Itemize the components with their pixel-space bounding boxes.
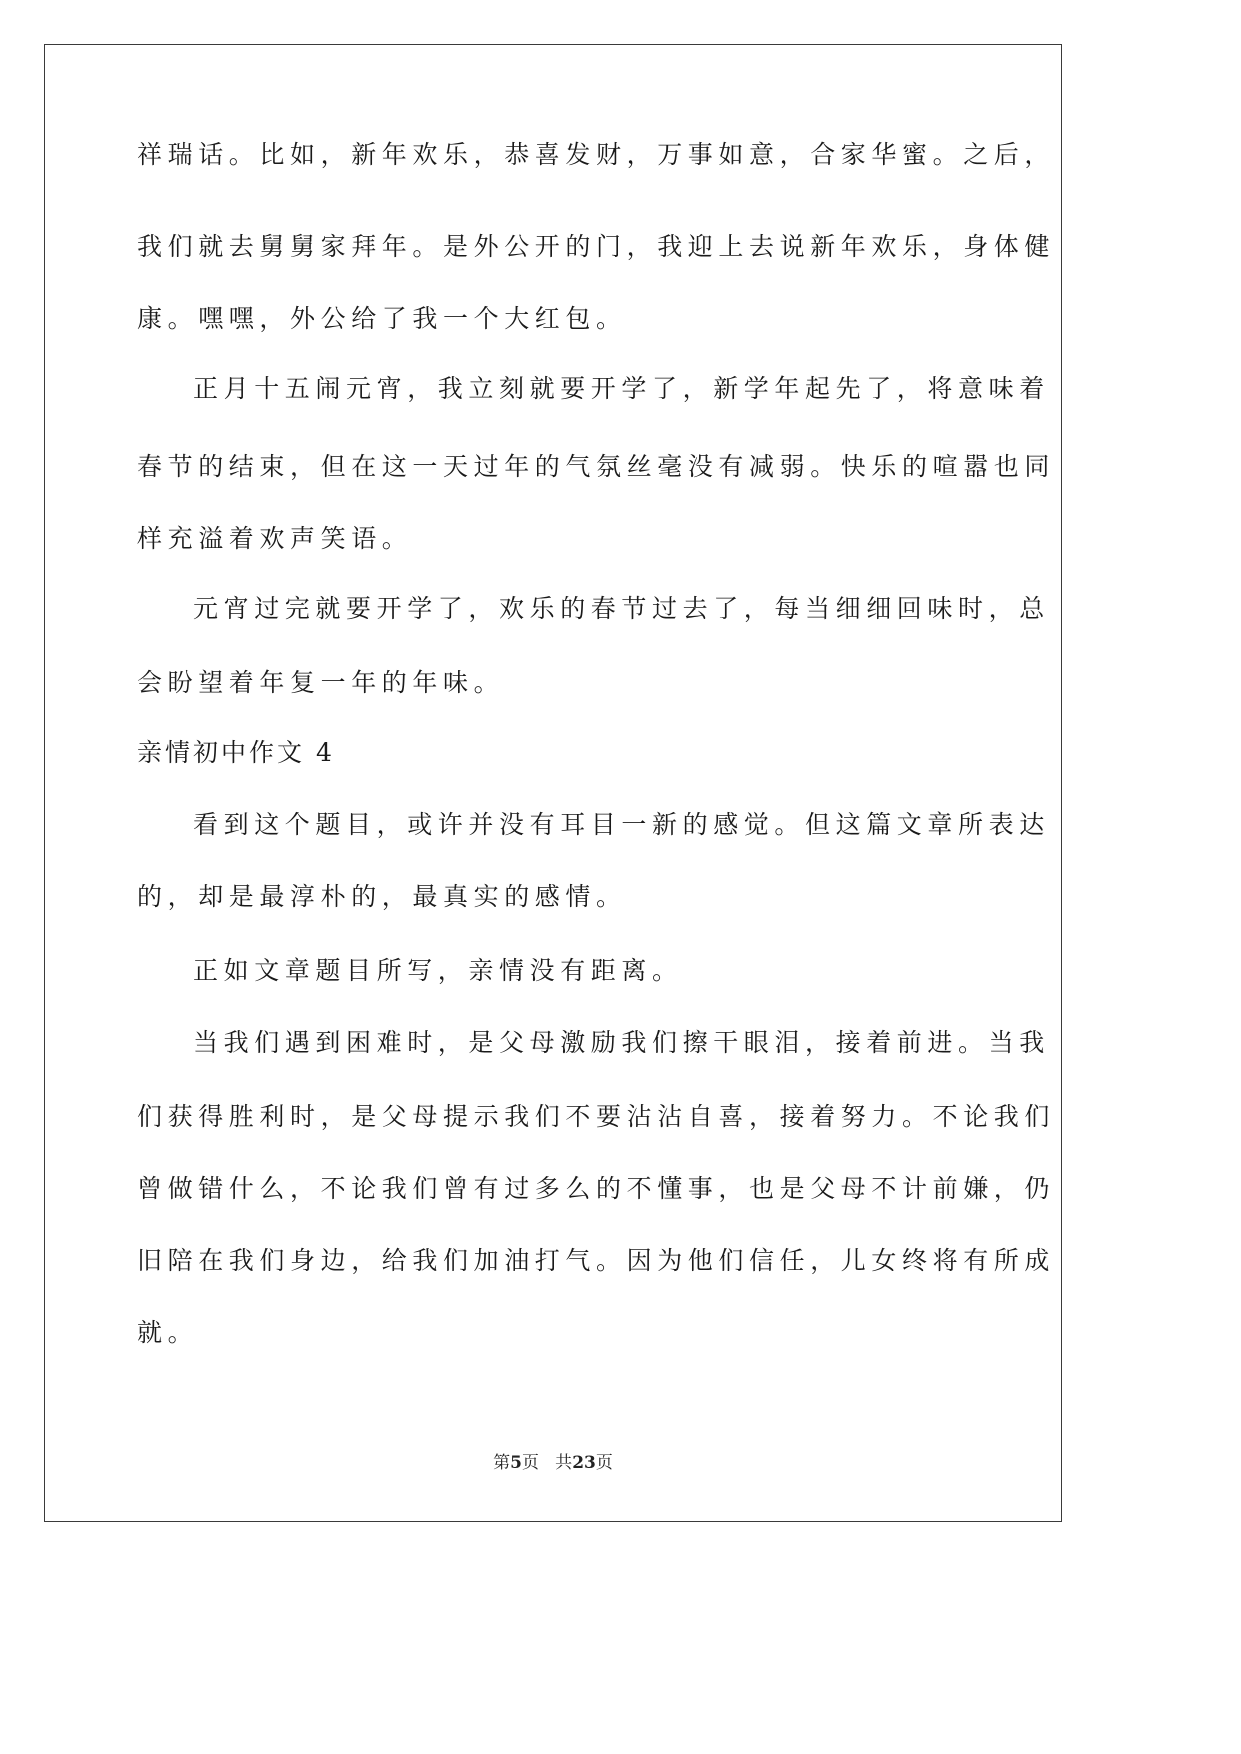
page-border	[44, 44, 1062, 1522]
paragraph-5-line-1: 正如文章题目所写，亲情没有距离。	[193, 956, 683, 985]
section-heading: 亲情初中作文 4	[137, 738, 335, 767]
paragraph-6-line-1: 当我们遇到困难时，是父母激励我们擦干眼泪，接着前进。当我	[193, 1028, 1050, 1057]
paragraph-6-line-5: 就。	[137, 1318, 199, 1347]
paragraph-6-line-2: 们获得胜利时，是父母提示我们不要沾沾自喜，接着努力。不论我们	[137, 1102, 1056, 1131]
paragraph-4-line-1: 看到这个题目，或许并没有耳目一新的感觉。但这篇文章所表达	[193, 810, 1050, 839]
footer-prefix: 第	[493, 1453, 511, 1473]
paragraph-6-line-3: 曾做错什么，不论我们曾有过多么的不懂事，也是父母不计前嫌，仍	[137, 1174, 1056, 1203]
paragraph-1-line-2: 我们就去舅舅家拜年。是外公开的门，我迎上去说新年欢乐，身体健	[137, 232, 1056, 261]
paragraph-3-line-2: 会盼望着年复一年的年味。	[137, 668, 505, 697]
paragraph-2-line-1: 正月十五闹元宵，我立刻就要开学了，新学年起先了，将意味着	[193, 374, 1050, 403]
footer-total-pages: 23	[572, 1453, 596, 1473]
paragraph-6-line-4: 旧陪在我们身边，给我们加油打气。因为他们信任，儿女终将有所成	[137, 1246, 1056, 1275]
paragraph-2-line-2: 春节的结束，但在这一天过年的气氛丝毫没有减弱。快乐的喧嚣也同	[137, 452, 1056, 481]
footer-mid: 页 共	[521, 1453, 573, 1473]
paragraph-4-line-2: 的，却是最淳朴的，最真实的感情。	[137, 882, 627, 911]
paragraph-1-line-3: 康。嘿嘿，外公给了我一个大红包。	[137, 304, 627, 333]
page-footer	[0, 1452, 1106, 1474]
paragraph-1-line-1: 祥瑞话。比如，新年欢乐，恭喜发财，万事如意，合家华蜜。之后，	[137, 140, 1056, 169]
footer-suffix: 页	[595, 1453, 613, 1473]
footer-page-number: 5	[510, 1453, 522, 1473]
paragraph-2-line-3: 样充溢着欢声笑语。	[137, 524, 413, 553]
paragraph-3-line-1: 元宵过完就要开学了，欢乐的春节过去了，每当细细回味时，总	[193, 594, 1050, 623]
